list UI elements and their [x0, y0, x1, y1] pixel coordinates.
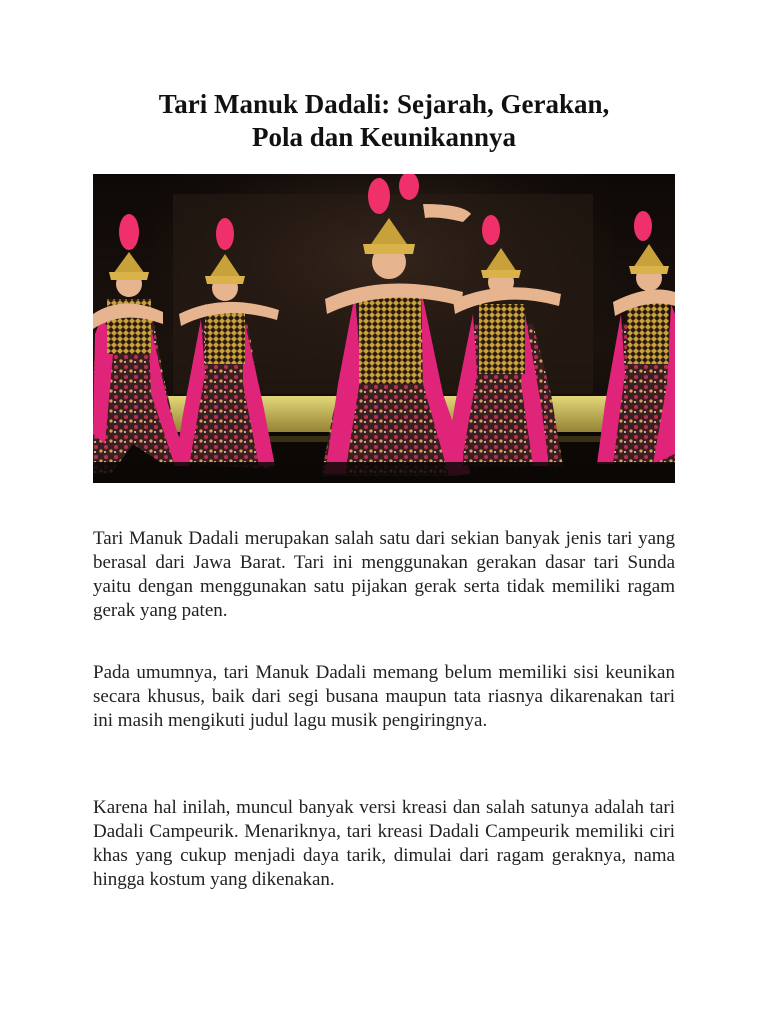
page-title: [60, 88, 708, 154]
dancers-photo: [93, 174, 675, 483]
title-line-1: Tari Manuk Dadali: Sejarah, Gerakan,: [158, 89, 610, 119]
title-line-2: Pola dan Keunikannya: [251, 122, 517, 152]
dancers-illustration: [93, 174, 675, 483]
paragraph-2: Pada umumnya, tari Manuk Dadali memang belum memiliki sisi keunikan secara khusus, baik dari segi busana maupun tata riasnya dikarenakan tari ini masih mengikuti judul lagu musik pengiringnya.: [93, 662, 675, 731]
paragraph-1: Tari Manuk Dadali merupakan salah satu dari sekian banyak jenis tari yang berasal dari Jawa Barat. Tari ini menggunakan gerakan dasar tari Sunda yaitu dengan menggunakan satu pijakan gerak serta tidak memiliki ragam gerak yang paten.: [93, 528, 675, 621]
paragraph-3: Karena hal inilah, muncul banyak versi kreasi dan salah satunya adalah tari Dadali Campeurik. Menariknya, tari kreasi Dadali Campeurik memiliki ciri khas yang cukup menjadi daya tarik, dimulai dari ragam geraknya, nama hingga kostum yang dikenakan.: [93, 797, 675, 890]
